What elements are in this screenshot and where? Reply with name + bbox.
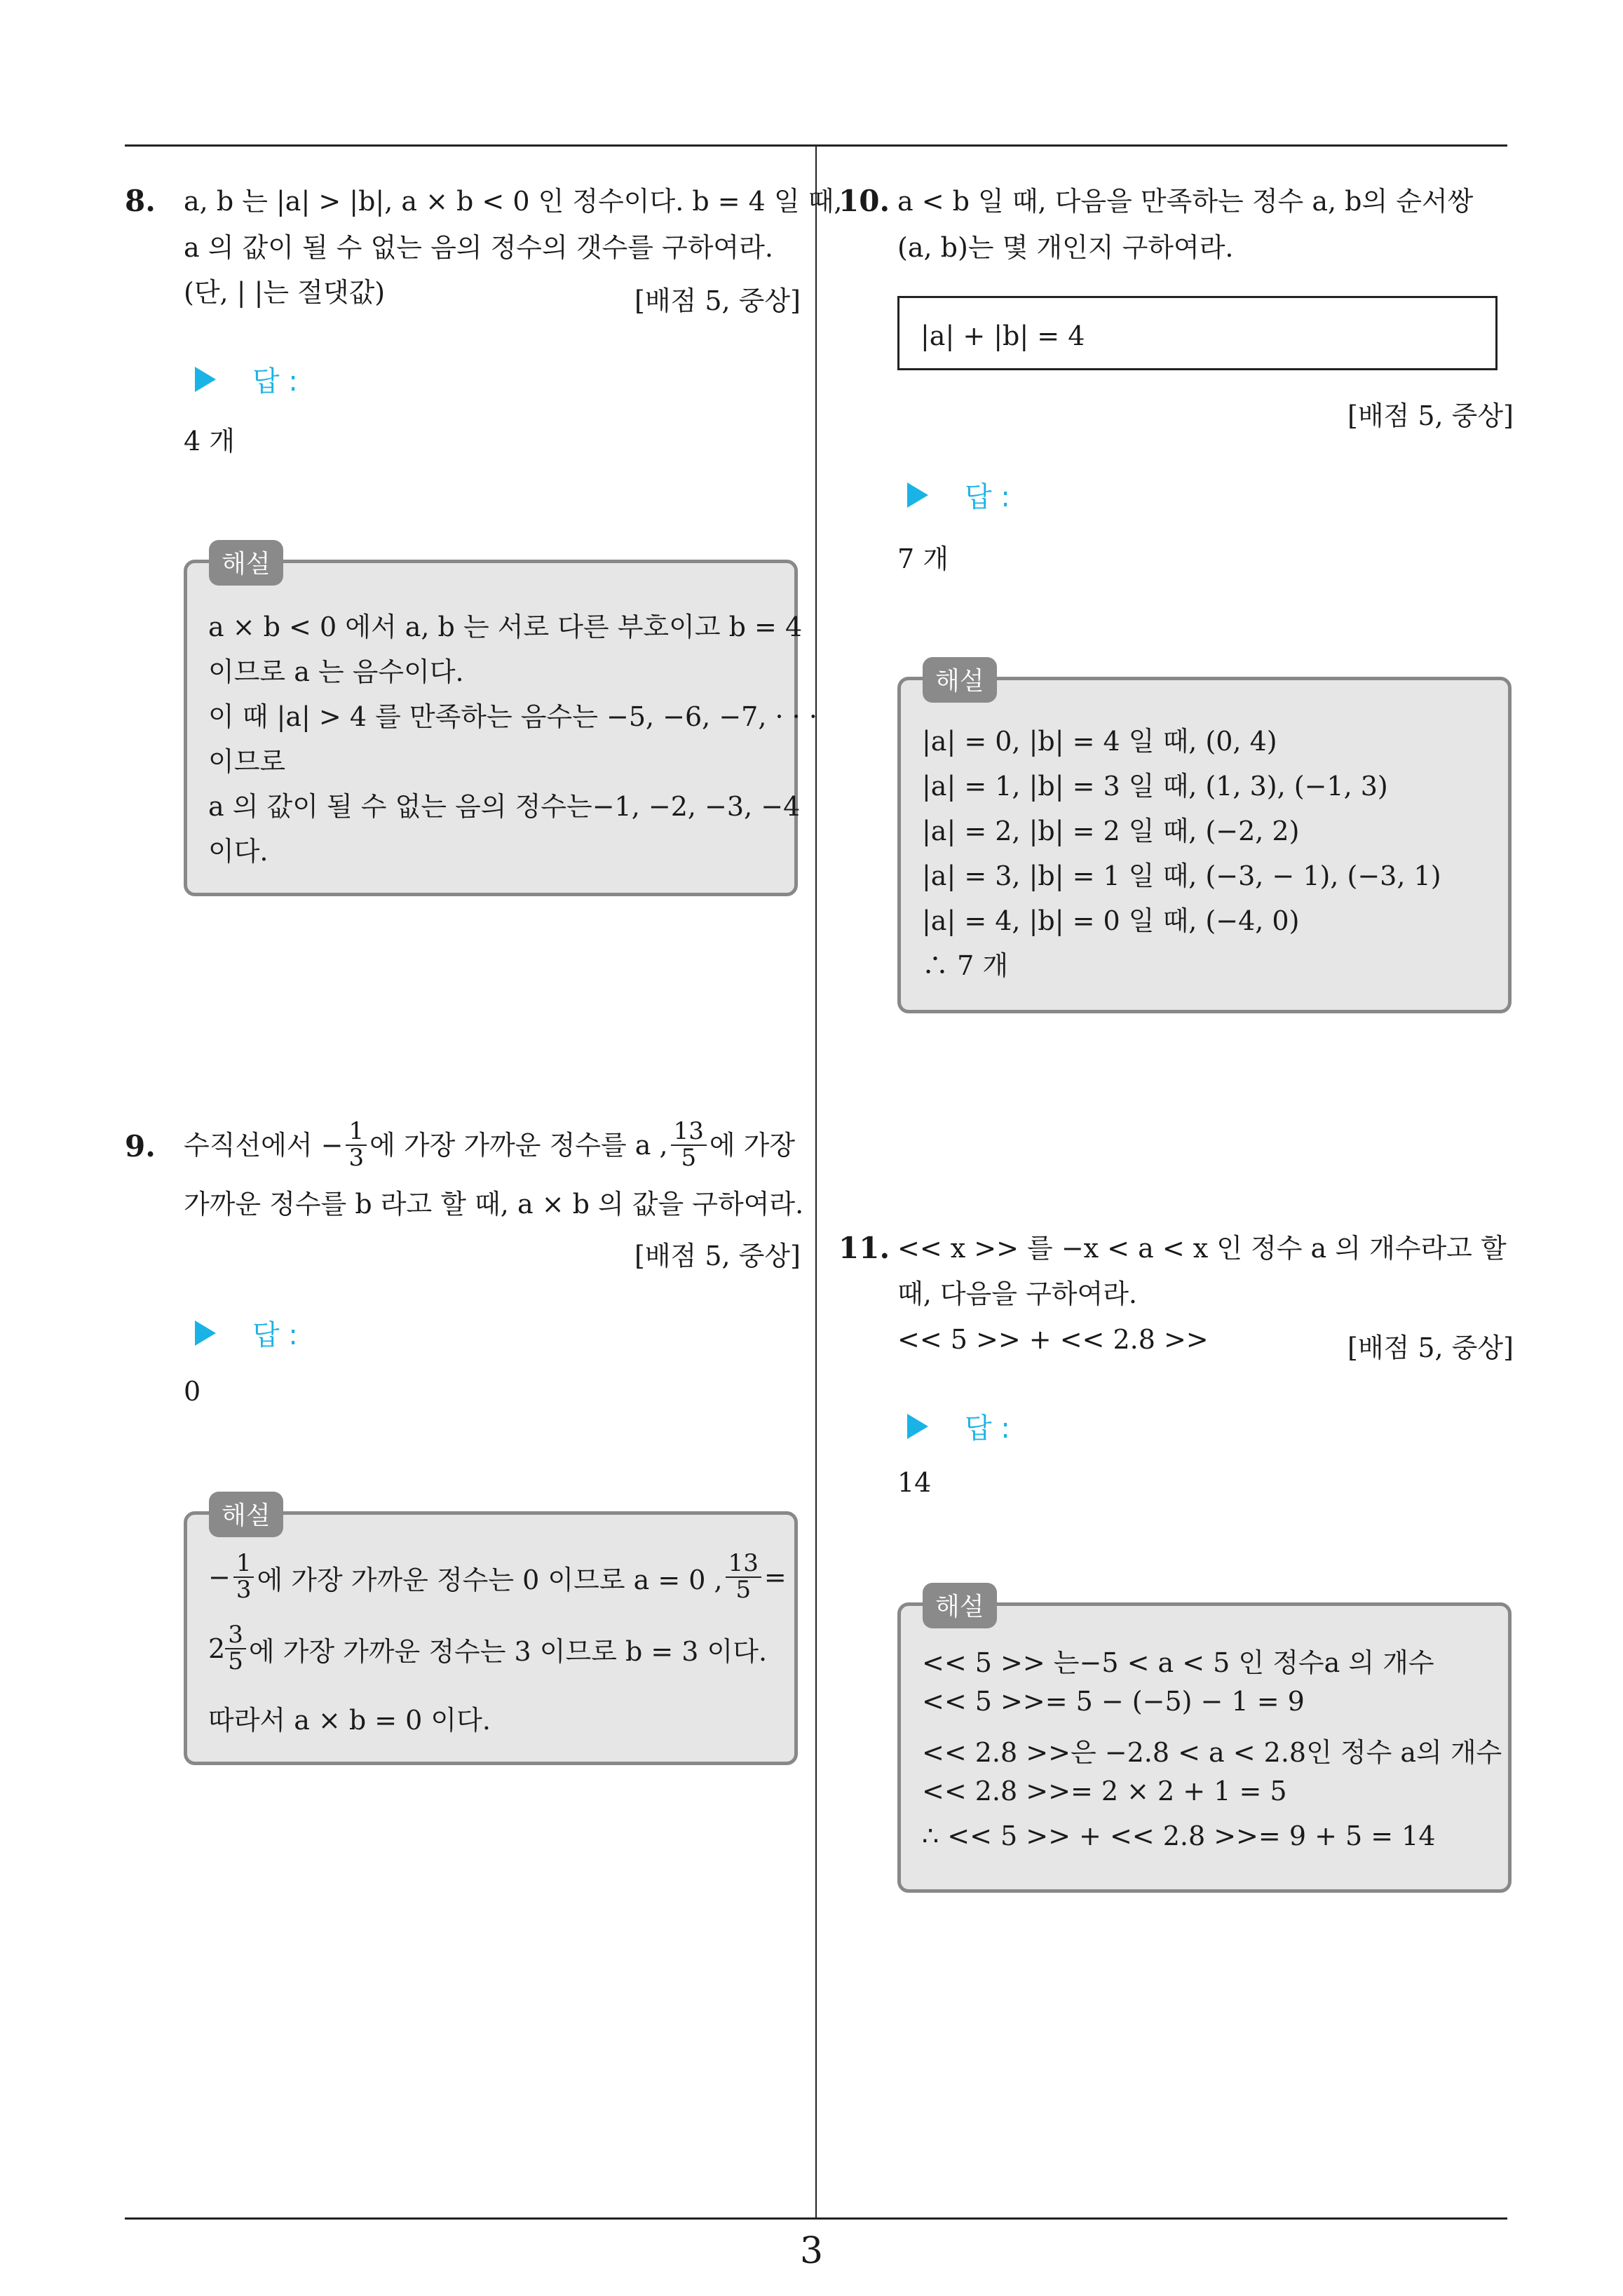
explanation-line: 이 때 |a| > 4 를 만족하는 음수는 −5, −6, −7, · · · (208, 701, 817, 732)
explanation-box (897, 1602, 1512, 1893)
explanation-line: 따라서 a × b = 0 이다. (208, 1705, 491, 1736)
explanation-line: << 2.8 >>= 2 × 2 + 1 = 5 (922, 1776, 1287, 1807)
play-triangle-icon (195, 367, 216, 392)
explanation-line: |a| = 2, |b| = 2 일 때, (−2, 2) (922, 816, 1300, 846)
fraction (233, 1551, 254, 1602)
answer-value: 4 개 (184, 426, 235, 457)
text: 에 가장 (709, 1130, 796, 1161)
explanation-line: ∴ << 5 >> + << 2.8 >>= 9 + 5 = 14 (922, 1821, 1436, 1851)
frac-num: 3 (225, 1623, 246, 1649)
question-line: << x >> 를 −x < a < x 인 정수 a 의 개수라고 할 (897, 1233, 1507, 1264)
text: 에 가장 가까운 정수를 a , (369, 1130, 668, 1161)
question-line: a, b 는 |a| > |b|, a × b < 0 인 정수이다. b = 4 일 때, (184, 186, 843, 217)
score-label: [배점 5, 중상] (634, 285, 801, 316)
answer-value: 14 (897, 1467, 932, 1498)
answer-label: 답 : (252, 365, 298, 398)
frac-den: 3 (236, 1576, 252, 1604)
explanation-line: << 2.8 >>은 −2.8 < a < 2.8인 정수 a의 개수 (922, 1737, 1502, 1768)
answer-label: 답 : (252, 1319, 298, 1351)
answer-row (907, 1406, 1010, 1446)
explanation-line: |a| = 0, |b| = 4 일 때, (0, 4) (922, 726, 1277, 757)
frac-num: 1 (233, 1551, 254, 1578)
explanation-tag: 해설 (923, 657, 997, 703)
explanation-line: |a| = 4, |b| = 0 일 때, (−4, 0) (922, 905, 1300, 936)
frac-den: 5 (735, 1576, 752, 1604)
text: 수직선에서 − (184, 1130, 344, 1161)
explanation-line: << 5 >>= 5 − (−5) − 1 = 9 (922, 1686, 1305, 1717)
answer-value: 0 (184, 1376, 201, 1407)
question-line: (단, | |는 절댓값) (184, 277, 386, 308)
answer-row (195, 1313, 298, 1353)
text: = (763, 1562, 787, 1593)
explanation-tag: 해설 (209, 1492, 283, 1537)
condition-box (897, 296, 1498, 370)
explanation-line (208, 1546, 787, 1609)
explanation-line: a 의 값이 될 수 없는 음의 정수는−1, −2, −3, −4 (208, 791, 801, 822)
explanation-line: 이므로 (208, 746, 286, 777)
frac-den: 5 (681, 1144, 697, 1172)
text: − (208, 1562, 231, 1593)
text: 2 (208, 1633, 226, 1664)
question-line: a < b 일 때, 다음을 만족하는 정수 a, b의 순서쌍 (897, 186, 1474, 217)
question-line (184, 1114, 795, 1177)
explanation-box (184, 560, 817, 896)
fraction (346, 1119, 367, 1170)
text: 에 가장 가까운 정수는 0 이므로 a = 0 , (257, 1564, 723, 1595)
explanation-box (897, 677, 1512, 1013)
question-line: 가까운 정수를 b 라고 할 때, a × b 의 값을 구하여라. (184, 1189, 804, 1220)
question-line: 때, 다음을 구하여라. (897, 1278, 1137, 1309)
condition-text: |a| + |b| = 4 (921, 320, 1085, 351)
score-label: [배점 5, 중상] (634, 1241, 801, 1271)
fraction (726, 1551, 761, 1602)
problem-number: 10. (838, 184, 890, 218)
score-label: [배점 5, 중상] (1347, 400, 1514, 431)
answer-label: 답 : (965, 1412, 1010, 1445)
text: 에 가장 가까운 정수는 3 이므로 b = 3 이다. (248, 1635, 768, 1667)
score-label: [배점 5, 중상] (1347, 1332, 1514, 1363)
explanation-line: |a| = 3, |b| = 1 일 때, (−3, − 1), (−3, 1) (922, 860, 1441, 891)
explanation-line: a × b < 0 에서 a, b 는 서로 다른 부호이고 b = 4 (208, 612, 803, 642)
answer-row (907, 475, 1010, 515)
bottom-rule (125, 2217, 1507, 2220)
frac-num: 1 (346, 1119, 367, 1146)
frac-den: 5 (228, 1647, 243, 1675)
answer-row (195, 359, 298, 399)
problem-number: 9. (125, 1129, 156, 1163)
explanation-box (184, 1511, 798, 1765)
answer-value: 7 개 (897, 543, 949, 574)
problem-number: 8. (125, 184, 156, 218)
frac-num: 13 (726, 1551, 761, 1578)
page-number: 3 (799, 2230, 824, 2272)
answer-label: 답 : (965, 481, 1010, 513)
explanation-line: 이다. (208, 836, 269, 867)
question-line: << 5 >> + << 2.8 >> (897, 1324, 1209, 1355)
play-triangle-icon (195, 1321, 216, 1346)
frac-den: 3 (348, 1144, 365, 1172)
column-divider (815, 144, 817, 2219)
explanation-line: << 5 >> 는−5 < a < 5 인 정수a 의 개수 (922, 1647, 1434, 1678)
frac-num: 13 (671, 1119, 707, 1146)
explanation-line: 이므로 a 는 음수이다. (208, 656, 464, 687)
explanation-line: ∴ 7 개 (922, 950, 1009, 981)
explanation-line (208, 1617, 767, 1680)
explanation-tag: 해설 (209, 540, 283, 586)
explanation-tag: 해설 (923, 1583, 997, 1628)
fraction (225, 1623, 246, 1674)
play-triangle-icon (907, 1414, 928, 1439)
play-triangle-icon (907, 482, 928, 508)
fraction (671, 1119, 707, 1170)
question-line: a 의 값이 될 수 없는 음의 정수의 갯수를 구하여라. (184, 232, 773, 263)
question-line: (a, b)는 몇 개인지 구하여라. (897, 232, 1234, 263)
explanation-line: |a| = 1, |b| = 3 일 때, (1, 3), (−1, 3) (922, 771, 1388, 802)
problem-number: 11. (838, 1231, 890, 1265)
